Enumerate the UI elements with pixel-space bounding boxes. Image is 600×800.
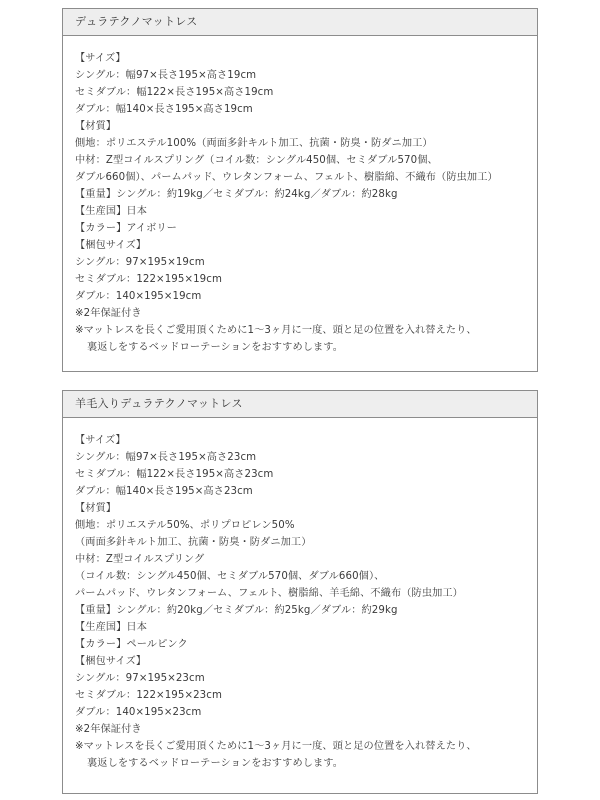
package-semi-double: セミダブル：122×195×23cm	[75, 690, 222, 701]
size-double: ダブル：幅140×長さ195×高さ19cm	[75, 104, 253, 115]
material-cover: 側地：ポリエステル50%、ポリプロピレン50%	[75, 520, 295, 531]
material-heading: 【材質】	[75, 121, 117, 132]
rotation-note: ※マットレスを長くご愛用頂くために1〜3ヶ月に一度、頭と足の位置を入れ替えたり、	[75, 741, 477, 752]
material-heading: 【材質】	[75, 503, 117, 514]
origin-line: 【生産国】日本	[75, 622, 148, 633]
weight-line: 【重量】シングル：約20kg／セミダブル：約25kg／ダブル：約29kg	[75, 605, 398, 616]
color-line: 【カラー】アイボリー	[75, 223, 177, 234]
package-double: ダブル：140×195×19cm	[75, 291, 202, 302]
spec-box-duratechno	[62, 8, 538, 372]
package-heading: 【梱包サイズ】	[75, 656, 147, 667]
size-double: ダブル：幅140×長さ195×高さ23cm	[75, 486, 253, 497]
spec-box-title: デュラテクノマットレス	[63, 9, 537, 36]
package-heading: 【梱包サイズ】	[75, 240, 147, 251]
package-double: ダブル：140×195×23cm	[75, 707, 202, 718]
size-single: シングル：幅97×長さ195×高さ23cm	[75, 452, 257, 463]
size-heading: 【サイズ】	[75, 53, 126, 64]
spec-box-body	[63, 418, 537, 772]
warranty-note: ※2年保証付き	[75, 308, 142, 319]
size-semi-double: セミダブル：幅122×長さ195×高さ23cm	[75, 469, 274, 480]
rotation-note-cont: 裏返しをするベッドローテーションをおすすめします。	[87, 758, 344, 769]
rotation-note: ※マットレスを長くご愛用頂くために1〜3ヶ月に一度、頭と足の位置を入れ替えたり、	[75, 325, 477, 336]
warranty-note: ※2年保証付き	[75, 724, 142, 735]
origin-line: 【生産国】日本	[75, 206, 148, 217]
spec-box-body	[63, 36, 537, 356]
size-semi-double: セミダブル：幅122×長さ195×高さ19cm	[75, 87, 274, 98]
material-filling-cont: パームパッド、ウレタンフォーム、フェルト、樹脂綿、羊毛綿、不織布（防虫加工）	[75, 588, 463, 599]
color-line: 【カラー】ペールピンク	[75, 639, 188, 650]
spec-box-wool-duratechno	[62, 390, 538, 794]
material-filling: 中材：Z型コイルスプリング	[75, 554, 205, 565]
material-filling-cont: ダブル660個）、パームパッド、ウレタンフォーム、フェルト、樹脂綿、不織布（防虫加工）	[75, 172, 498, 183]
package-single: シングル：97×195×23cm	[75, 673, 205, 684]
material-coil-count: （コイル数：シングル450個、セミダブル570個、ダブル660個）、	[75, 571, 385, 582]
rotation-note-cont: 裏返しをするベッドローテーションをおすすめします。	[87, 342, 344, 353]
material-filling: 中材：Z型コイルスプリング（コイル数：シングル450個、セミダブル570個、	[75, 155, 438, 166]
size-heading: 【サイズ】	[75, 435, 126, 446]
material-cover-cont: （両面多針キルト加工、抗菌・防臭・防ダニ加工）	[75, 537, 312, 548]
spec-box-title: 羊毛入りデュラテクノマットレス	[63, 391, 537, 418]
package-semi-double: セミダブル：122×195×19cm	[75, 274, 222, 285]
package-single: シングル：97×195×19cm	[75, 257, 205, 268]
weight-line: 【重量】シングル：約19kg／セミダブル：約24kg／ダブル：約28kg	[75, 189, 398, 200]
size-single: シングル：幅97×長さ195×高さ19cm	[75, 70, 257, 81]
material-cover: 側地：ポリエステル100%（両面多針キルト加工、抗菌・防臭・防ダニ加工）	[75, 138, 433, 149]
